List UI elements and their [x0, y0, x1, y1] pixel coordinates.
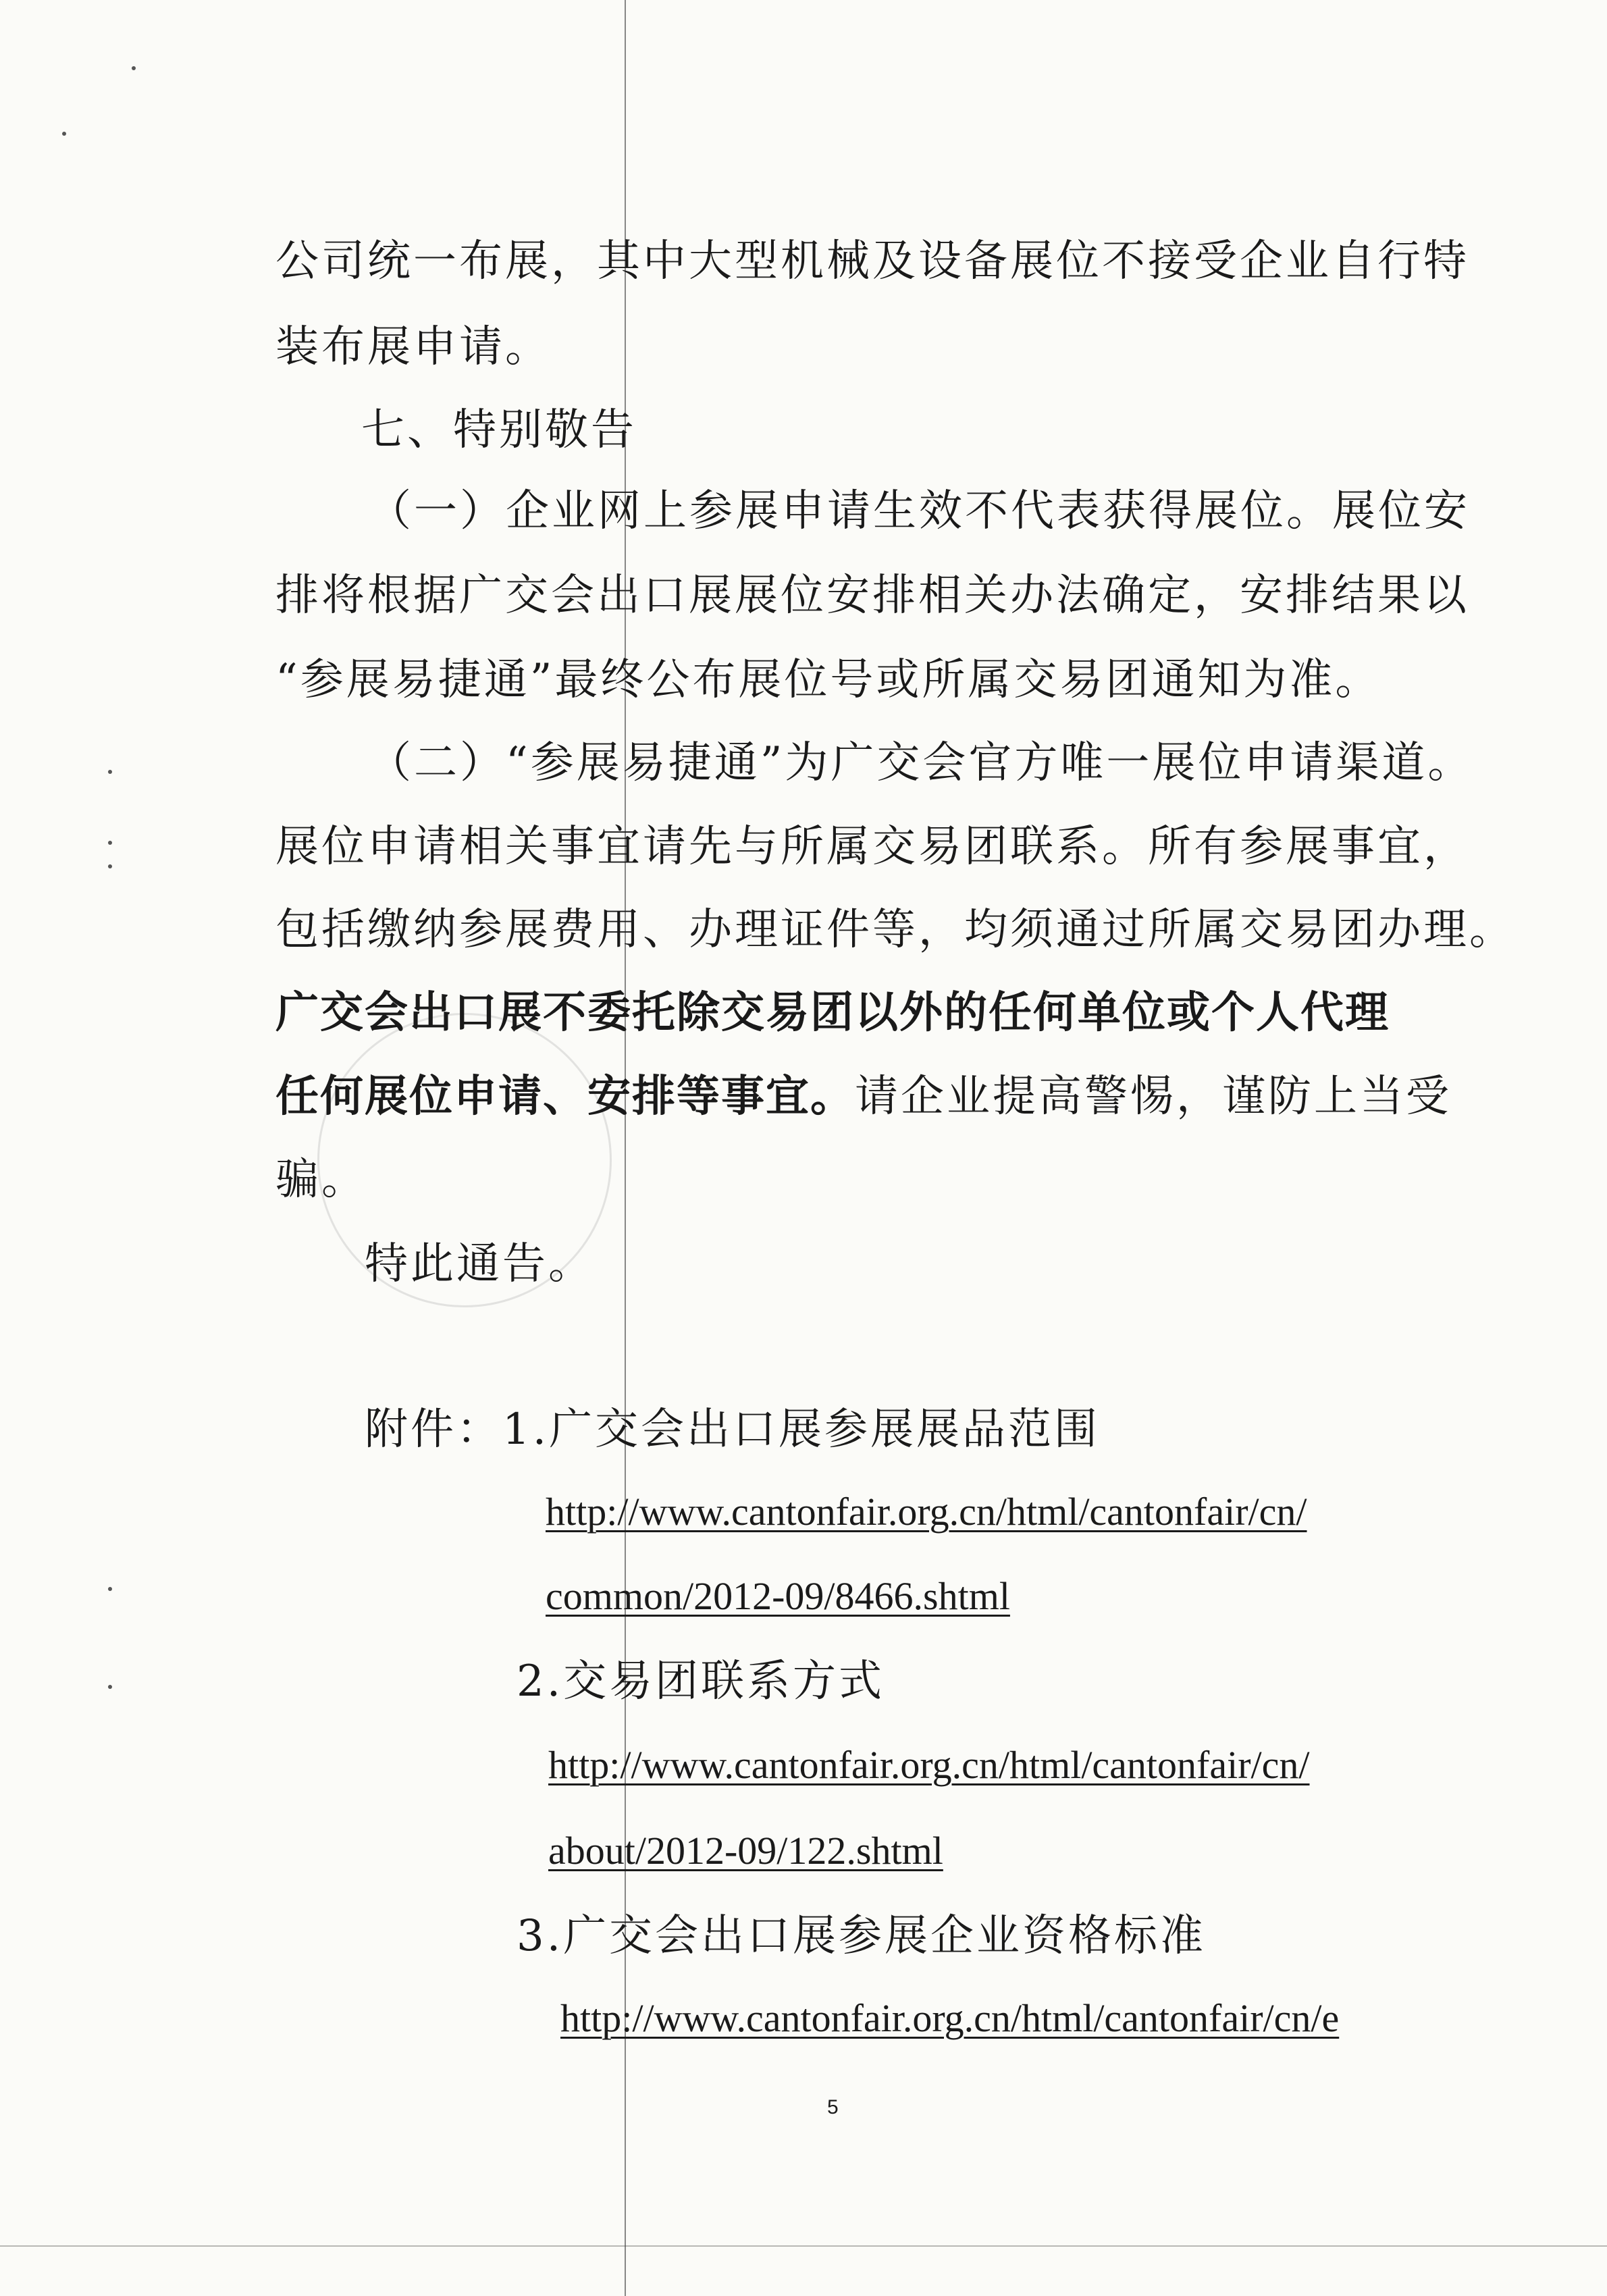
- scan-speck: [108, 770, 112, 774]
- section-heading: 七、特别敬告: [361, 405, 637, 455]
- item2-line-1: （二）“参展易捷通”为广交会官方唯一展位申请渠道。: [368, 738, 1474, 788]
- scan-speck: [108, 1685, 112, 1689]
- item1-line-3: “参展易捷通”最终公布展位号或所属交易团通知为准。: [275, 655, 1381, 705]
- attachments-row-1: [365, 1405, 1101, 1455]
- closing-text: 特此通告。: [365, 1239, 594, 1289]
- paragraph-continuation-line-2: 装布展申请。: [275, 322, 551, 372]
- item2-bold-line-4: 广交会出口展不委托除交易团以外的任何单位或个人代理: [275, 988, 1390, 1038]
- attachment-3-title: 3.广交会出口展参展企业资格标准: [517, 1911, 1207, 1961]
- item2-line-2: 展位申请相关事宜请先与所属交易团联系。所有参展事宜，: [275, 822, 1469, 872]
- attachment-2-link-line-2[interactable]: about/2012-09/122.shtml: [548, 1829, 943, 1873]
- item2-line-5-tail: 请企业提高警惕，谨防上当受: [855, 1072, 1452, 1122]
- page-number: 5: [827, 2096, 839, 2118]
- scan-speck: [108, 1587, 112, 1591]
- item2-line-6: 骗。: [275, 1155, 367, 1205]
- scan-speck: [132, 66, 136, 70]
- item2-line-3: 包括缴纳参展费用、办理证件等，均须通过所属交易团办理。: [275, 905, 1515, 955]
- item2-bold-line-5: 任何展位申请、安排等事宜。: [275, 1072, 855, 1122]
- paragraph-continuation-line-1: 公司统一布展，其中大型机械及设备展位不接受企业自行特: [275, 236, 1469, 286]
- item1-line-1: （一）企业网上参展申请生效不代表获得展位。展位安: [368, 486, 1470, 536]
- attachment-1-link-line-2[interactable]: common/2012-09/8466.shtml: [546, 1574, 1010, 1618]
- item1-line-2: 排将根据广交会出口展展位安排相关办法确定，安排结果以: [275, 571, 1469, 621]
- scan-speck: [108, 864, 112, 868]
- attachment-1-link-line-1[interactable]: http://www.cantonfair.org.cn/html/cantonfair/cn/: [546, 1490, 1307, 1534]
- item2-line-5: [275, 1072, 1452, 1122]
- attachment-3-link-line-1[interactable]: http://www.cantonfair.org.cn/html/cantonfair/cn/e: [560, 1996, 1340, 2040]
- scan-speck: [62, 132, 66, 136]
- scan-speck: [108, 841, 112, 845]
- attachment-2-title: 2.交易团联系方式: [517, 1656, 885, 1706]
- attachment-2-link-line-1[interactable]: http://www.cantonfair.org.cn/html/cantonfair/cn/: [548, 1743, 1310, 1787]
- attachment-1-title: 1.广交会出口展参展展品范围: [502, 1405, 1101, 1455]
- attachments-label: 附件：: [365, 1405, 502, 1455]
- scan-edge-line: [0, 2245, 1607, 2247]
